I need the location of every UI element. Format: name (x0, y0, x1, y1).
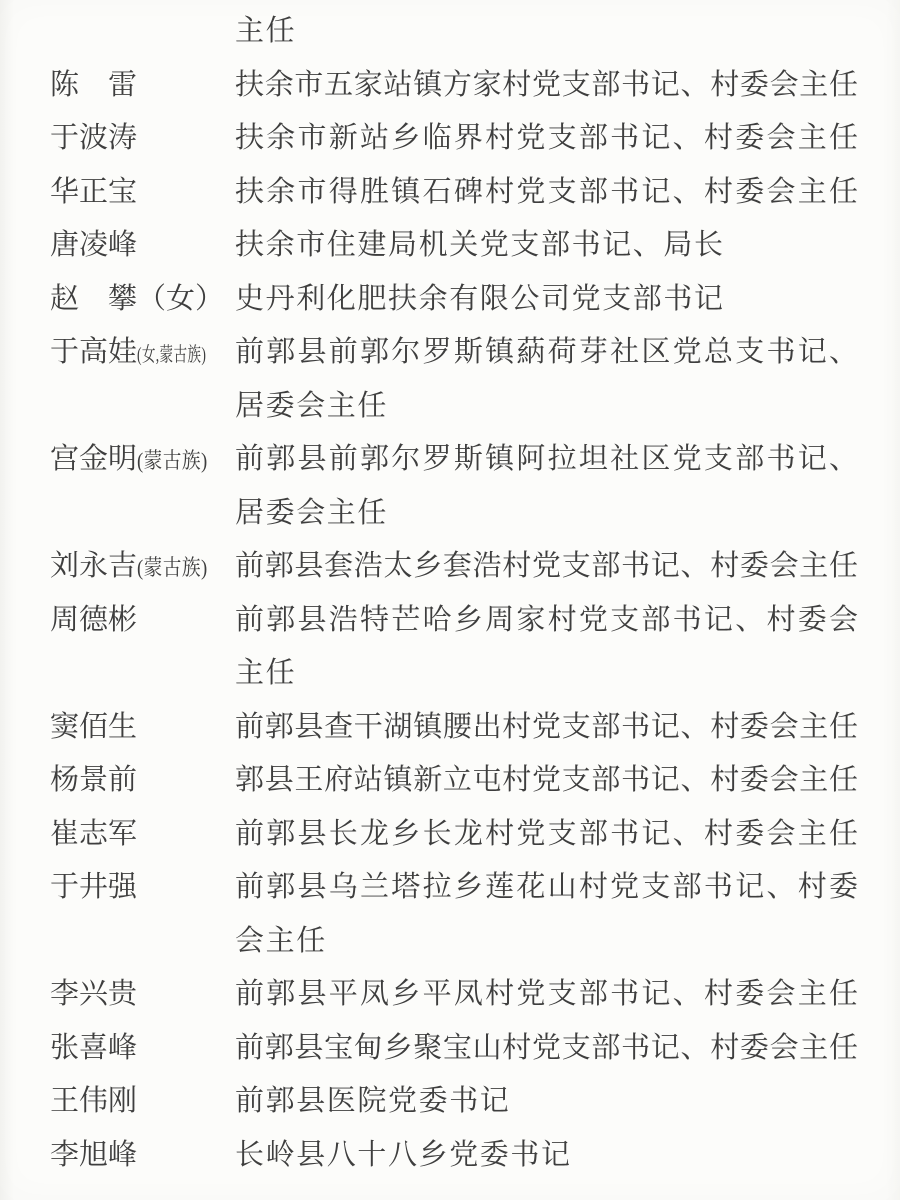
list-item (0, 647, 900, 701)
list-item (0, 380, 900, 434)
person-name: 窦佰生 (50, 710, 138, 743)
person-position: 扶余市住建局机关党支部书记、局长 (235, 229, 725, 261)
person-position: 居委会主任 (235, 389, 389, 422)
list-item (0, 166, 900, 220)
honoree-list (0, 5, 900, 1182)
person-position: 前郭县长龙乡长龙村党支部书记、村委会主任 (235, 817, 858, 850)
person-position: 主任 (235, 657, 297, 689)
person-position: 前郭县浩特芒哈乡周家村党支部书记、村委会 (235, 603, 858, 636)
list-item (0, 1129, 900, 1183)
person-position: 前郭县前郭尔罗斯镇蒳荷芽社区党总支书记、 (235, 336, 858, 368)
person-name: 陈 雷 (50, 68, 138, 101)
person-position: 史丹利化肥扶余有限公司党支部书记 (235, 282, 725, 315)
person-note: (蒙古族) (137, 555, 208, 580)
person-name (0, 380, 235, 434)
list-item (0, 754, 900, 808)
list-item (0, 915, 900, 969)
person-name (0, 647, 235, 701)
person-name: 杨景前 (50, 764, 138, 796)
person-name: 宫金明(蒙古族) (0, 433, 235, 488)
person-name: 周德彬 (50, 603, 138, 636)
person-position: 前郭县宝甸乡聚宝山村党支部书记、村委会主任 (235, 1031, 858, 1064)
person-name: 于波涛 (50, 122, 138, 154)
person-position: 主任 (235, 15, 297, 47)
person-position: 前郭县套浩太乡套浩村党支部书记、村委会主任 (235, 550, 858, 582)
person-position: 扶余市五家站镇方家村党支部书记、村委会主任 (235, 68, 858, 101)
person-name: 李兴贵 (50, 978, 138, 1010)
person-position: 居委会主任 (235, 496, 389, 529)
person-name: 张喜峰 (50, 1031, 138, 1064)
list-item (0, 540, 900, 594)
list-item (0, 487, 900, 541)
person-position: 前郭县前郭尔罗斯镇阿拉坦社区党支部书记、 (235, 443, 858, 475)
list-item (0, 861, 900, 915)
person-position: 前郭县乌兰塔拉乡莲花山村党支部书记、村委 (235, 871, 858, 903)
person-position: 长岭县八十八乡党委书记 (235, 1138, 572, 1171)
list-item (0, 968, 900, 1022)
person-position: 会主任 (235, 924, 327, 957)
person-name: 李旭峰 (50, 1138, 138, 1171)
list-item (0, 326, 900, 380)
list-item (0, 1022, 900, 1076)
person-note: (蒙古族) (137, 448, 208, 473)
person-name: 赵 攀（女） (0, 273, 235, 327)
person-name: 于井强 (50, 871, 138, 903)
person-position: 扶余市新站乡临界村党支部书记、村委会主任 (235, 122, 858, 154)
list-item (0, 594, 900, 648)
list-item (0, 219, 900, 273)
list-item (0, 59, 900, 113)
person-note: (女,蒙古族) (137, 344, 207, 366)
person-position: 扶余市得胜镇石碑村党支部书记、村委会主任 (235, 175, 858, 208)
list-item (0, 5, 900, 59)
person-name: 唐凌峰 (50, 229, 138, 261)
person-name: 王伟刚 (50, 1085, 138, 1117)
person-name (0, 915, 235, 969)
person-name: 华正宝 (50, 175, 138, 208)
person-name: 刘永吉(蒙古族) (0, 540, 235, 595)
person-position: 前郭县查干湖镇腰出村党支部书记、村委会主任 (235, 710, 858, 743)
person-position: 郭县王府站镇新立屯村党支部书记、村委会主任 (235, 764, 858, 796)
list-item (0, 112, 900, 166)
list-item (0, 433, 900, 487)
person-name (0, 487, 235, 541)
list-item (0, 273, 900, 327)
list-item (0, 701, 900, 755)
list-item (0, 1075, 900, 1129)
person-name: 崔志军 (50, 817, 138, 850)
list-item (0, 808, 900, 862)
person-note: （女） (137, 282, 225, 315)
person-name: 于高娃(女,蒙古族) (0, 326, 235, 383)
person-position: 前郭县平凤乡平凤村党支部书记、村委会主任 (235, 978, 858, 1010)
person-name (0, 5, 235, 59)
person-position: 前郭县医院党委书记 (235, 1085, 511, 1117)
